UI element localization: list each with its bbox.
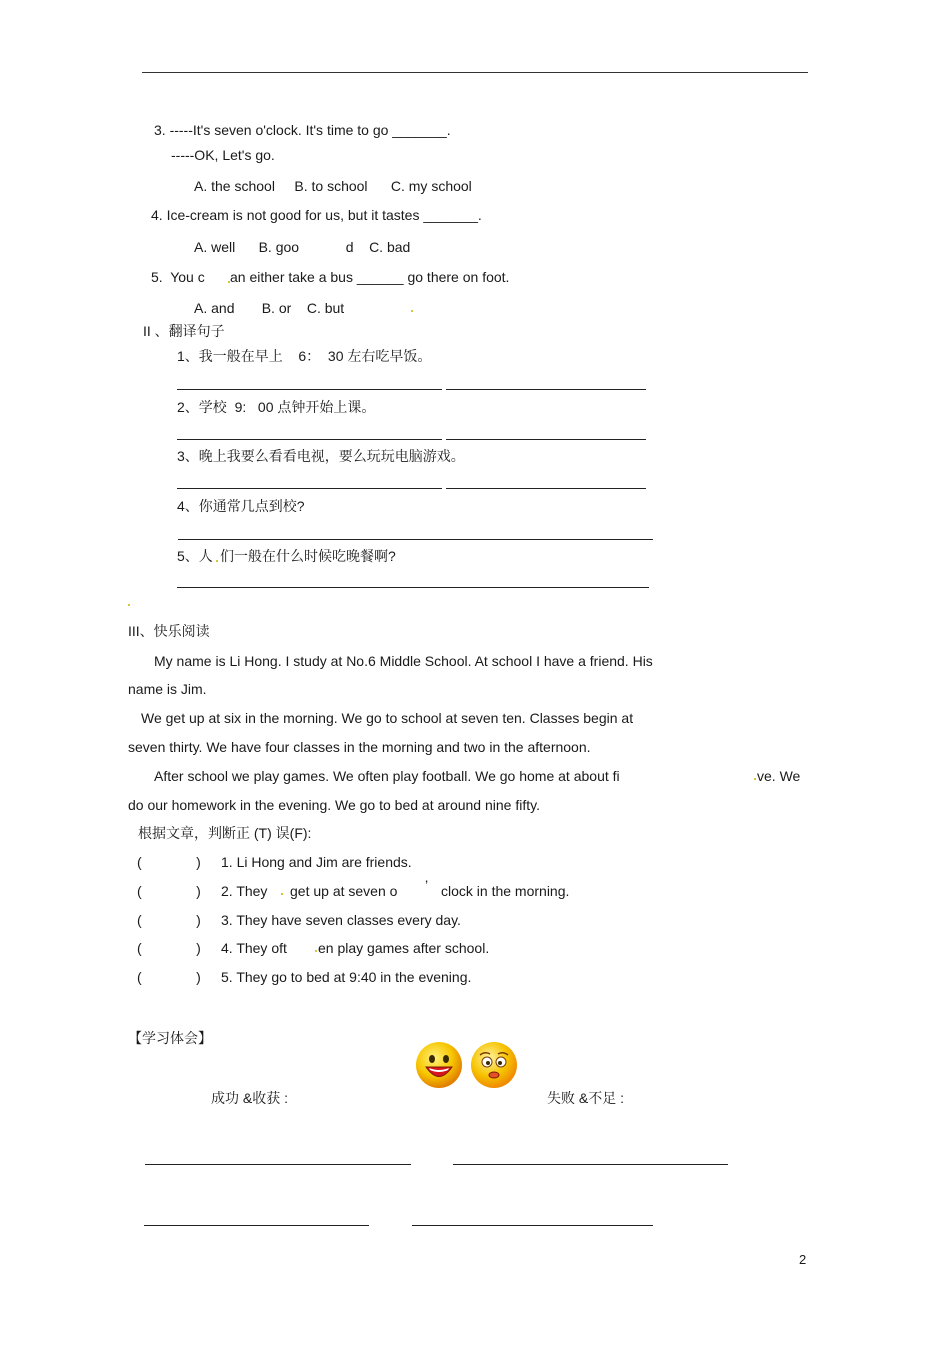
translation-item-5-start: 5、人 <box>177 548 213 564</box>
translation-item-5-end: 们一般在什么时候吃晚餐啊? <box>220 548 396 564</box>
q3-line2: -----OK, Let's go. <box>171 147 275 163</box>
reading-p3-line2: do our homework in the evening. We go to bed at around nine fifty. <box>128 797 540 813</box>
success-line <box>144 1225 369 1226</box>
tf-item-2-mid: get up at seven o <box>290 883 398 899</box>
reading-p2-line1: We get up at six in the morning. We go to school at seven ten. Classes begin at <box>141 710 634 726</box>
tf-item-1: 1. Li Hong and Jim are friends. <box>221 854 412 870</box>
tf-item-2-end: clock in the morning. <box>441 883 570 899</box>
tf-paren[interactable]: ( ) <box>137 854 201 870</box>
answer-line <box>177 439 442 440</box>
happy-face-icon <box>414 1040 464 1090</box>
speck <box>754 778 756 780</box>
q5-line-end: an either take a bus ______ go there on foot. <box>230 269 510 285</box>
reading-p2-line2: seven thirty. We have four classes in the morning and two in the afternoon. <box>128 739 591 755</box>
tf-item-2-apostrophe: ’ <box>425 877 429 893</box>
tf-instruction: 根据文章，判断正 (T) 误(F): <box>138 825 312 841</box>
answer-line <box>177 389 442 390</box>
section3-title: III、快乐阅读 <box>128 623 210 639</box>
success-line <box>145 1164 411 1165</box>
page-number: 2 <box>799 1252 807 1267</box>
speck <box>216 560 218 562</box>
answer-line <box>446 389 646 390</box>
worried-face-icon <box>469 1040 519 1090</box>
reflection-title: 【学习体会】 <box>128 1030 212 1046</box>
translation-item-4: 4、你通常几点到校? <box>177 498 305 514</box>
tf-item-4-start: 4. They oft <box>221 940 287 956</box>
speck <box>281 893 283 895</box>
section2-title: II 、翻译句子 <box>143 323 225 339</box>
tf-item-5: 5. They go to bed at 9:40 in the evening. <box>221 969 472 985</box>
tf-item-2-start: 2. They <box>221 883 268 899</box>
translation-item-2: 2、学校 9: 00 点钟开始上课。 <box>177 399 376 415</box>
header-rule <box>142 72 808 73</box>
speck <box>315 950 317 952</box>
answer-line <box>177 488 442 489</box>
q3-options: A. the school B. to school C. my school <box>194 178 472 194</box>
tf-paren[interactable]: ( ) <box>137 883 201 899</box>
success-label: 成功 &收获 : <box>211 1090 289 1106</box>
speck <box>128 604 130 606</box>
answer-line <box>177 587 649 588</box>
answer-line <box>178 539 653 540</box>
q4-options: A. well B. goo d C. bad <box>194 239 411 255</box>
q5-line-start: 5. You c <box>151 269 205 285</box>
tf-paren[interactable]: ( ) <box>137 912 201 928</box>
failure-line <box>453 1164 728 1165</box>
translation-item-1: 1、我一般在早上 6： 30 左右吃早饭。 <box>177 348 432 364</box>
q5-options: A. and B. or C. but <box>194 300 345 316</box>
reading-p1-line1: My name is Li Hong. I study at No.6 Middle School. At school I have a friend. His <box>154 653 653 669</box>
tf-item-3: 3. They have seven classes every day. <box>221 912 461 928</box>
failure-line <box>412 1225 653 1226</box>
reading-p3-line1-end: ve. We <box>757 768 801 784</box>
reading-p1-line2: name is Jim. <box>128 681 207 697</box>
reading-p3-line1-start: After school we play games. We often play football. We go home at about fi <box>154 768 620 784</box>
speck <box>411 310 413 312</box>
translation-item-3: 3、晚上我要么看看电视，要么玩玩电脑游戏。 <box>177 448 465 464</box>
answer-line <box>446 439 646 440</box>
tf-item-4-end: en play games after school. <box>318 940 490 956</box>
q4-line: 4. Ice-cream is not good for us, but it tastes _______. <box>151 207 482 223</box>
failure-label: 失败 &不足 : <box>547 1090 625 1106</box>
q3-line1: 3. -----It's seven o'clock. It's time to go _______. <box>154 122 451 138</box>
tf-paren[interactable]: ( ) <box>137 969 201 985</box>
answer-line <box>446 488 646 489</box>
tf-paren[interactable]: ( ) <box>137 940 201 956</box>
